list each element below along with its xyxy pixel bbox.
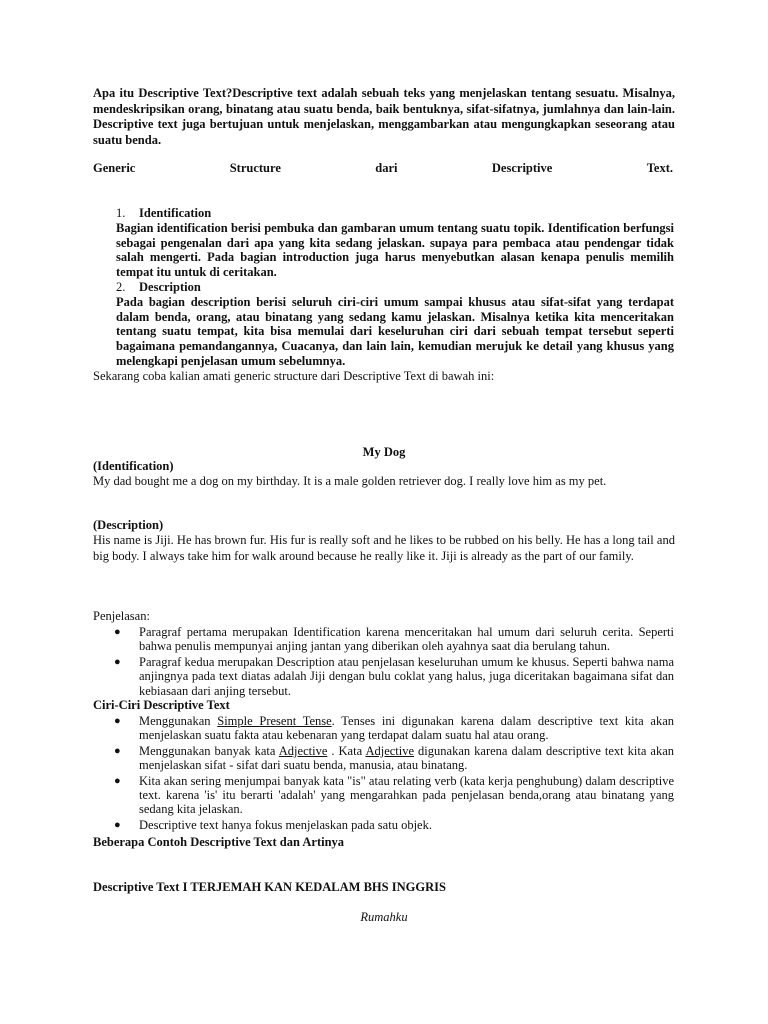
ciri-heading: Ciri-Ciri Descriptive Text [93,698,230,712]
structure-item-identification [116,206,674,221]
contoh-heading: Beberapa Contoh Descriptive Text dan Artinya [93,835,345,849]
bullet-icon: ● [114,774,121,787]
list-number: 2. [116,279,126,294]
adjective-link[interactable]: Adjective [278,743,328,758]
list-item-text: Paragraf kedua merupakan Description atau penjelasan keseluruhan umum ke khusus. Seperti bahwa nama anjingnya pada text diatas adalah Jiji dengan bulu coklat yang halus, juga diceritakan bagaimana sifat dan kebiasaan dari anjing tersebut. [139,654,674,698]
list-item [116,818,674,832]
adjective-link[interactable]: Adjective [365,743,415,758]
list-item-text: . Kata [327,743,366,758]
structure-list [116,206,674,369]
identification-body: Bagian identification berisi pembuka dan gambaran umum tentang suatu topik. Identification berfungsi sebagai pengenalan dari apa yang kita sedang jelaskan. supaya para pembaca atau pendengar tidak salah mengerti. Pada bagian introduction juga harus menyebutkan alasan kenapa penulis memilih tempat itu untuk di ceritakan. [116,220,674,280]
list-label: Description [139,279,201,294]
list-label: Identification [139,206,212,220]
list-item [116,714,674,743]
penjelasan-label: Penjelasan: [93,609,150,623]
generic-word: Text. [646,161,673,175]
ciri-list [116,714,674,833]
structure-item-description [116,280,674,295]
identification-label: (Identification) [93,459,174,473]
list-item [116,655,674,698]
description-text: His name is Jiji. He has brown fur. His fur is really soft and he likes to be rubbed on his belly. He has a long tail and big body. I always take him for walk around because he really like it. Jiji is already as the part of our family. [93,533,675,563]
list-item [116,625,674,654]
description-body: Pada bagian description berisi seluruh ciri-ciri umum sampai khusus atau sifat-sifat yang terdapat dalam benda, orang, atau binatang yang sedang kamu jelaskan. Misalnya ketika kita menceritakan tentang suatu tempat, kita bisa memulai dari keseluruhan ciri dari sebuah tempat tersebut seperti bagaimana pemandangannya, Cuacanya, dan lain lain, kemudian merujuk ke detail yang khusus yang melengkapi penjelasan umum sebelumnya. [116,294,674,368]
intro-paragraph [93,86,675,148]
generic-word: dari [375,161,398,175]
generic-structure-heading [93,161,673,176]
penjelasan-list [116,625,674,699]
bullet-icon: ● [114,626,121,638]
simple-present-tense-link[interactable]: Simple Present Tense [217,714,332,728]
list-item-text: Menggunakan banyak kata [139,743,279,758]
list-item [116,774,674,817]
bullet-icon: ● [114,744,121,757]
rumahku-title: Rumahku [360,910,408,924]
example-title: My Dog [362,445,406,459]
list-item-text: Kita akan sering menjumpai banyak kata "is" atau relating verb (kata kerja penghubung) dalam descriptive text. karena 'is' itu berarti 'adalah' yang mengarahkan pada penjelasan benda,orang atau binatang yang sedang kita jelaskan. [139,773,674,817]
bullet-icon: ● [114,715,121,727]
generic-word: Generic [93,161,136,175]
generic-word: Structure [229,161,281,175]
identification-text: My dad bought me a dog on my birthday. It is a male golden retriever dog. I really love him as my pet. [93,474,607,488]
list-number: 1. [116,206,126,220]
bullet-icon: ● [114,655,121,668]
list-item-text: digunakan karena dalam descriptive text kita akan menjelaskan sifat - sifat dari suatu benda, manusia, atau binatang. [139,743,674,773]
list-item [116,744,674,773]
generic-word: Descriptive [491,161,553,175]
list-item-text: Paragraf pertama merupakan Identification karena menceritakan hal umum dari seluruh cerita. Seperti bahwa penulis mempunyai anjing jantan yang diberikan oleh ayahnya saat dia berulang tahun. [139,625,674,654]
list-item-text: . Tenses ini digunakan karena dalam descriptive text kita akan menjelaskan suatu fakta atau kebenaran yang terdapat dalam suatu hal atau orang. [139,714,674,743]
list-item-text: Descriptive text hanya fokus menjelaskan pada satu objek. [139,817,432,832]
description-label: (Description) [93,518,164,532]
list-item-text: Menggunakan [139,714,218,728]
intro-text: Apa itu Descriptive Text?Descriptive text adalah sebuah teks yang menjelaskan tentang sesuatu. Misalnya, mendeskripsikan orang, binatang atau suatu benda, baik bentuknya, sifat-sifatnya, jumlahnya dan lain-lain. Descriptive text juga bertujuan untuk menjelaskan, menggambarkan atau mengungkapkan seseorang atau suatu benda. [93,86,675,147]
instruction-line: Sekarang coba kalian amati generic structure dari Descriptive Text di bawah ini: [93,369,495,383]
text1-heading: Descriptive Text I TERJEMAH KAN KEDALAM BHS INGGRIS [93,880,446,894]
bullet-icon: ● [114,818,121,831]
